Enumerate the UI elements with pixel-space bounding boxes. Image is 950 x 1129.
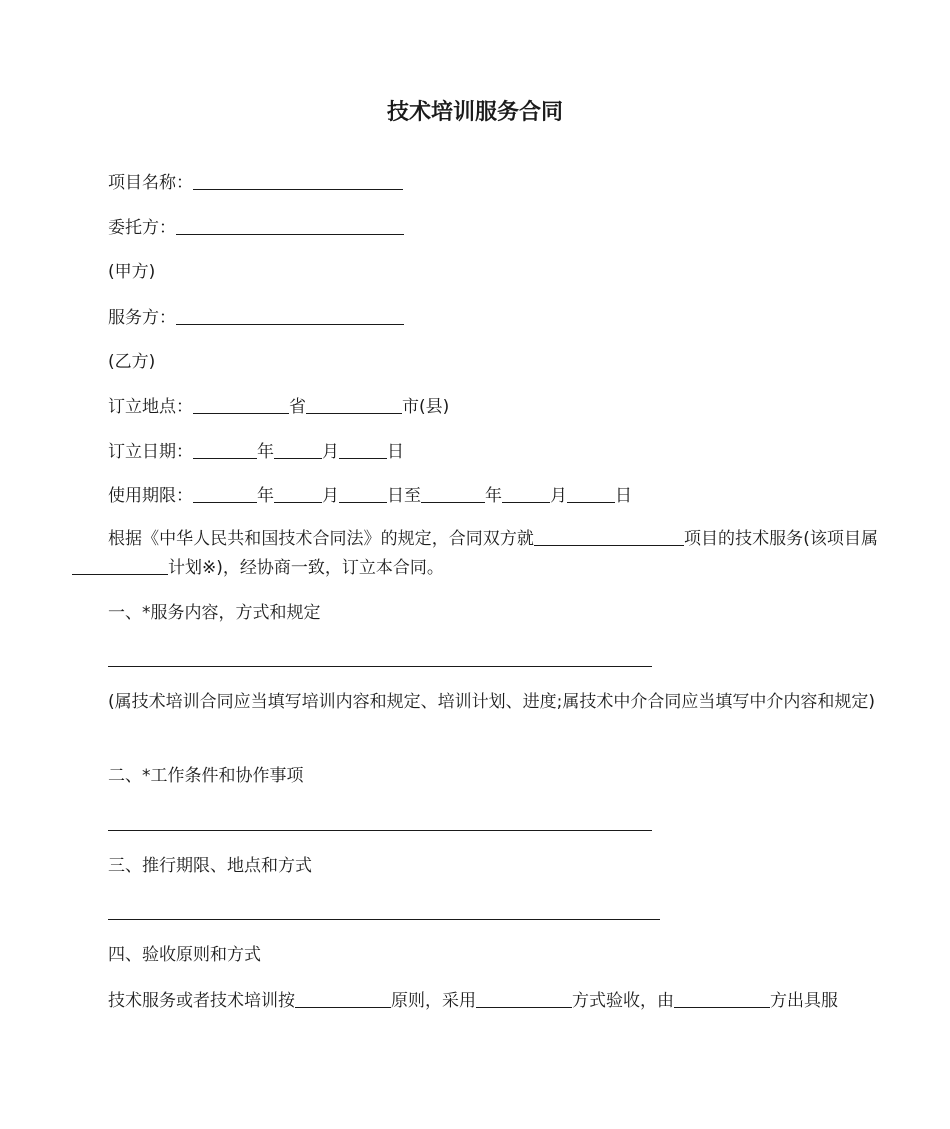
- section-2-fill-line[interactable]: [108, 830, 652, 831]
- provider-blank[interactable]: [176, 304, 404, 325]
- period-start-year-blank[interactable]: [193, 482, 257, 503]
- party-b-label: (乙方): [108, 352, 156, 372]
- period-end-day-label: 日: [615, 486, 632, 506]
- intro-text-3: 计划※)，经协商一致，订立本合同。: [168, 558, 444, 578]
- province-label: 省: [289, 397, 306, 417]
- date-day-blank[interactable]: [339, 438, 387, 459]
- section-3-fill-line[interactable]: [108, 919, 660, 920]
- period-end-year-label: 年: [485, 486, 502, 506]
- party-a-label: (甲方): [108, 262, 156, 282]
- acceptance-line: [108, 987, 838, 1014]
- intro-paragraph: [72, 525, 878, 583]
- acceptance-text-3: 方式验收，由: [572, 991, 674, 1011]
- project-name-label: 项目名称：: [108, 173, 193, 193]
- method-blank[interactable]: [476, 987, 572, 1008]
- date-label: 订立日期：: [108, 442, 193, 462]
- province-blank[interactable]: [193, 393, 289, 414]
- section-4-heading: 四、验收原则和方式: [108, 945, 261, 965]
- period-end-month-blank[interactable]: [502, 482, 550, 503]
- city-label: 市(县): [402, 397, 450, 417]
- provider-line: [108, 304, 404, 331]
- period-end-year-blank[interactable]: [421, 482, 485, 503]
- period-label: 使用期限：: [108, 486, 193, 506]
- date-line: [108, 438, 404, 465]
- issuer-blank[interactable]: [674, 987, 770, 1008]
- period-start-day-blank[interactable]: [339, 482, 387, 503]
- section-1-heading: 一、*服务内容，方式和规定: [108, 603, 321, 623]
- date-month-label: 月: [322, 442, 339, 462]
- client-blank[interactable]: [176, 214, 404, 235]
- place-line: [108, 393, 449, 420]
- date-year-blank[interactable]: [193, 438, 257, 459]
- period-start-month-label: 月: [322, 486, 339, 506]
- period-end-day-blank[interactable]: [567, 482, 615, 503]
- period-start-year-label: 年: [257, 486, 274, 506]
- period-to-label: 日至: [387, 486, 421, 506]
- project-name-line: [108, 169, 403, 196]
- date-year-label: 年: [257, 442, 274, 462]
- period-line: [108, 482, 632, 509]
- plan-blank[interactable]: [72, 554, 168, 575]
- section-2-heading: 二、*工作条件和协作事项: [108, 766, 304, 786]
- section-3-heading: 三、推行期限、地点和方式: [108, 856, 312, 876]
- client-label: 委托方：: [108, 218, 176, 238]
- principle-blank[interactable]: [295, 987, 391, 1008]
- date-day-label: 日: [387, 442, 404, 462]
- project-name-blank[interactable]: [193, 169, 403, 190]
- intro-text-2: 项目的技术服务(该项目属: [683, 529, 878, 549]
- place-label: 订立地点：: [108, 397, 193, 417]
- date-month-blank[interactable]: [274, 438, 322, 459]
- intro-text-1: 根据《中华人民共和国技术合同法》的规定，合同双方就: [108, 529, 534, 549]
- document-title: 技术培训服务合同: [386, 100, 563, 125]
- section-1-note: (属技术培训合同应当填写培训内容和规定、培训计划、进度;属技术中介合同应当填写中介内容和规定): [108, 692, 875, 712]
- city-blank[interactable]: [306, 393, 402, 414]
- period-start-month-blank[interactable]: [274, 482, 322, 503]
- acceptance-text-4: 方出具服: [770, 991, 838, 1011]
- acceptance-text-2: 原则，采用: [391, 991, 476, 1011]
- period-end-month-label: 月: [550, 486, 567, 506]
- project-blank[interactable]: [534, 525, 684, 546]
- section-1-fill-line[interactable]: [108, 666, 652, 667]
- acceptance-text-1: 技术服务或者技术培训按: [108, 991, 295, 1011]
- client-line: [108, 214, 404, 241]
- provider-label: 服务方：: [108, 308, 176, 328]
